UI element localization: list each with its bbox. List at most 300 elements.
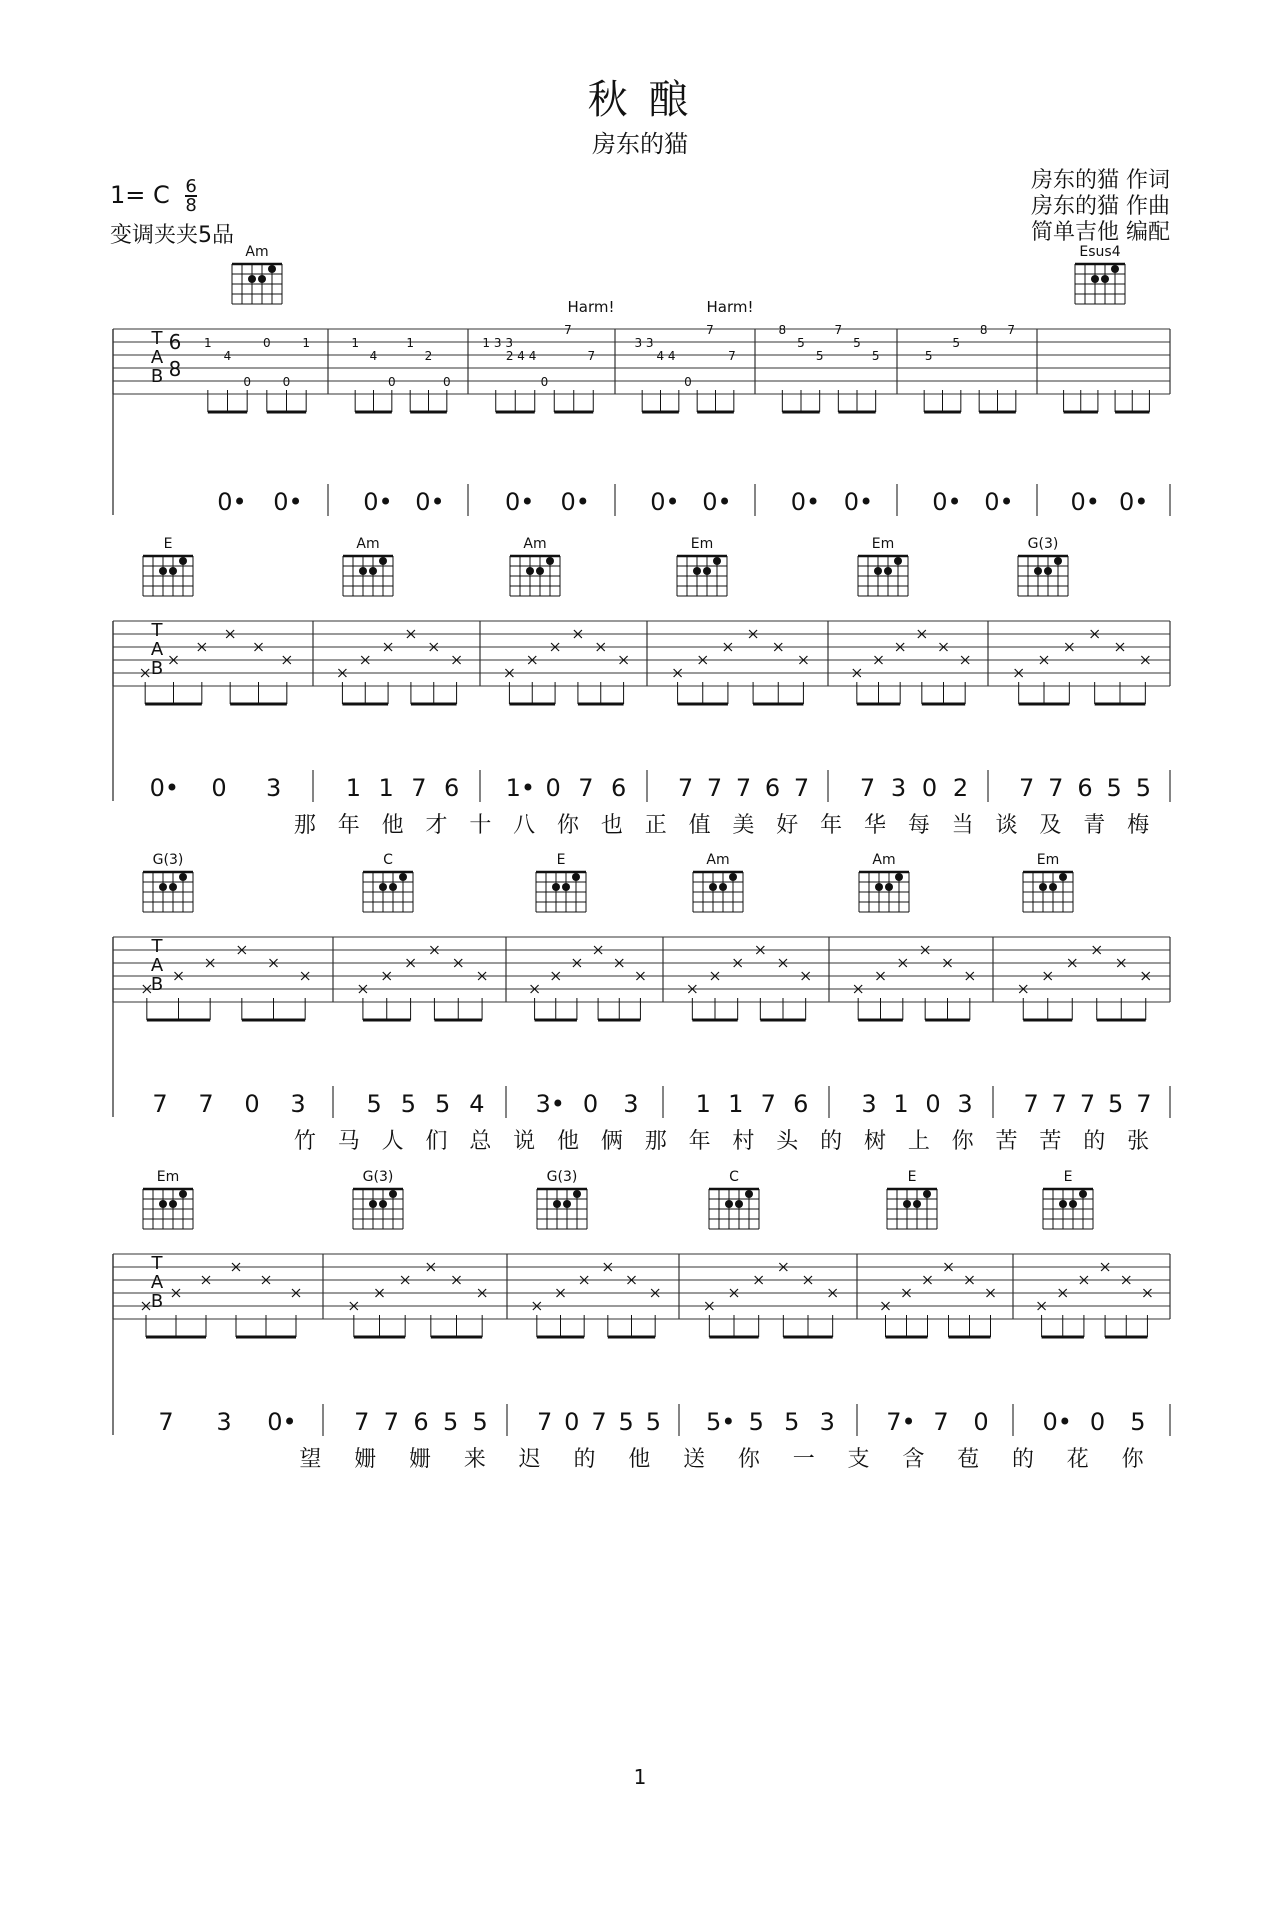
- chord-finger-dot: [913, 1200, 921, 1208]
- numbered-note: 1: [378, 774, 394, 802]
- numbered-note: 7: [1051, 1090, 1067, 1118]
- chord-finger-dot: [572, 873, 580, 881]
- chord-finger-dot: [903, 1200, 911, 1208]
- numbered-note: 7: [411, 774, 427, 802]
- chord-diagram: [1043, 1169, 1093, 1229]
- chord-finger-dot: [1069, 1200, 1077, 1208]
- tab-clef-letter: A: [150, 347, 164, 368]
- chord-diagram: [858, 536, 908, 596]
- numbered-note: 0•: [984, 488, 1014, 516]
- lyric-char: 八: [513, 813, 536, 838]
- chord-finger-dot: [573, 1190, 581, 1198]
- tab-fret-number: 0: [243, 375, 251, 389]
- numbered-note: 5: [645, 1408, 662, 1436]
- chord-name: Am: [706, 852, 730, 868]
- chord-name: Am: [356, 536, 380, 552]
- numbered-note: 7: [591, 1408, 607, 1436]
- lyric-char: 好: [776, 813, 799, 838]
- chord-name: Am: [245, 244, 269, 260]
- numbered-note: 4: [469, 1090, 485, 1118]
- tab-clef-letter: A: [150, 1272, 164, 1293]
- numbered-note: 0: [211, 774, 227, 802]
- numbered-note: 7: [383, 1408, 400, 1436]
- tab-fret-number: 0: [282, 375, 291, 389]
- numbered-note: 1: [695, 1090, 711, 1118]
- chord-finger-dot: [562, 883, 570, 891]
- chord-finger-dot: [703, 567, 711, 575]
- tab-fret-number: 7: [728, 349, 736, 363]
- chord-finger-dot: [379, 557, 387, 565]
- numbered-note: 7: [933, 1408, 949, 1436]
- numbered-note: 7: [735, 774, 752, 802]
- lyric-char: 姗: [354, 1447, 377, 1472]
- numbered-note: 3: [819, 1408, 835, 1436]
- chord-finger-dot: [1034, 567, 1042, 575]
- lyric-char: 当: [951, 813, 974, 838]
- tab-fret-number: 8: [979, 323, 988, 337]
- numbered-note: 6: [443, 774, 460, 802]
- chord-finger-dot: [885, 883, 893, 891]
- numbered-note: 0•: [1042, 1408, 1072, 1436]
- numbered-note: 3: [216, 1408, 232, 1436]
- chord-name: Esus4: [1079, 244, 1121, 260]
- tab-clef-letter: B: [150, 658, 164, 679]
- tab-clef-letter: A: [150, 955, 164, 976]
- tab-fret-number: 2: [424, 349, 433, 363]
- numbered-note: 5: [366, 1090, 382, 1118]
- lyric-char: 苦: [1039, 1129, 1062, 1154]
- chord-finger-dot: [379, 883, 387, 891]
- chord-finger-dot: [1039, 883, 1047, 891]
- numbered-note: 0•: [790, 488, 821, 516]
- chord-diagram: [510, 536, 560, 596]
- tab-fret-number: 4: [223, 349, 232, 363]
- chord-diagram: [536, 852, 586, 912]
- chord-name: G(3): [546, 1169, 578, 1185]
- lyric-char: 张: [1127, 1129, 1150, 1154]
- chord-diagram: [1023, 852, 1073, 912]
- numbered-note: 5: [1108, 1090, 1124, 1118]
- chord-finger-dot: [169, 567, 177, 575]
- numbered-note: 7: [536, 1408, 553, 1436]
- lyric-char: 竹: [293, 1129, 316, 1154]
- chord-name: G(3): [152, 852, 184, 868]
- chord-diagram: [887, 1169, 937, 1229]
- numbered-note: 3•: [535, 1090, 565, 1118]
- lyric-char: 及: [1039, 813, 1062, 838]
- numbered-note: 6: [610, 774, 627, 802]
- chord-name: E: [907, 1169, 917, 1185]
- chord-finger-dot: [389, 883, 397, 891]
- tab-fret-number: 1: [204, 336, 212, 350]
- chord-name: Em: [1036, 852, 1060, 868]
- credit-lyrics: 房东的猫 作词: [1031, 168, 1170, 193]
- numbered-note: 7: [760, 1090, 776, 1118]
- numbered-note: 7: [1136, 1090, 1152, 1118]
- chord-finger-dot: [725, 1200, 733, 1208]
- chord-name: E: [1063, 1169, 1073, 1185]
- chord-diagram: [709, 1169, 759, 1229]
- chord-diagram: [353, 1169, 403, 1229]
- lyric-char: 年: [337, 813, 360, 838]
- numbered-note: 0•: [560, 488, 590, 516]
- lyric-char: 十: [469, 813, 492, 838]
- lyric-char: 村: [732, 1129, 755, 1154]
- lyric-char: 的: [1083, 1129, 1106, 1154]
- numbered-note: 5•: [706, 1408, 736, 1436]
- chord-finger-dot: [1044, 567, 1052, 575]
- chord-finger-dot: [553, 1200, 561, 1208]
- tab-fret-number: 0: [443, 375, 451, 389]
- tab-fret-number: 3 3: [634, 336, 654, 350]
- chord-finger-dot: [546, 557, 554, 565]
- numbered-note: 3: [266, 774, 282, 802]
- lyric-char: 你: [951, 1129, 974, 1154]
- lyric-char: 支: [847, 1447, 870, 1472]
- lyric-char: 树: [863, 1129, 886, 1154]
- lyric-char: 你: [1121, 1447, 1144, 1472]
- numbered-note: 7: [198, 1090, 214, 1118]
- chord-finger-dot: [268, 265, 276, 273]
- lyric-char: 年: [820, 813, 843, 838]
- tab-fret-number: 0: [388, 375, 396, 389]
- tab-fret-number: 1: [351, 336, 359, 350]
- chord-finger-dot: [169, 1200, 177, 1208]
- chord-finger-dot: [159, 883, 167, 891]
- tab-fret-number: 7: [706, 323, 714, 337]
- chord-name: G(3): [362, 1169, 394, 1185]
- chord-finger-dot: [1101, 275, 1109, 283]
- tab-clef-letter: B: [150, 1291, 164, 1312]
- numbered-note: 3: [623, 1090, 639, 1118]
- lyric-char: 人: [381, 1129, 404, 1154]
- lyric-char: 也: [600, 813, 623, 838]
- tab-fret-number: 5: [797, 336, 805, 350]
- chord-name: G(3): [1027, 536, 1059, 552]
- chord-finger-dot: [1091, 275, 1099, 283]
- numbered-note: 7: [793, 774, 810, 802]
- time-sig-denominator: 8: [185, 195, 197, 216]
- chord-finger-dot: [179, 873, 187, 881]
- lyric-char: 送: [683, 1447, 706, 1472]
- lyric-char: 谈: [995, 813, 1018, 838]
- numbered-note: 5: [1130, 1408, 1146, 1436]
- numbered-note: 0: [244, 1090, 260, 1118]
- numbered-note: 3: [861, 1090, 877, 1118]
- numbered-note: 7: [578, 774, 594, 802]
- numbered-note: 7: [1048, 774, 1064, 802]
- lyric-char: 上: [907, 1129, 930, 1154]
- chord-diagram: [677, 536, 727, 596]
- numbered-note: 0•: [650, 488, 680, 516]
- chord-finger-dot: [258, 275, 266, 283]
- numbered-note: 7: [1079, 1090, 1096, 1118]
- lyric-char: 年: [688, 1129, 711, 1154]
- numbered-note: 3: [290, 1090, 306, 1118]
- chord-name: Am: [523, 536, 547, 552]
- numbered-note: 6: [764, 774, 781, 802]
- numbered-note: 0: [921, 774, 938, 802]
- lyric-char: 华: [863, 813, 886, 838]
- chord-finger-dot: [179, 1190, 187, 1198]
- numbered-note: 0•: [267, 1408, 297, 1436]
- chord-finger-dot: [693, 567, 701, 575]
- song-title: 秋 酿: [587, 77, 693, 123]
- lyric-char: 姗: [409, 1447, 432, 1472]
- chord-finger-dot: [713, 557, 721, 565]
- chord-finger-dot: [735, 1200, 743, 1208]
- numbered-note: 7•: [886, 1408, 916, 1436]
- tab-fret-number: 5: [853, 336, 861, 350]
- numbered-note: 0: [1089, 1408, 1106, 1436]
- lyric-char: 们: [425, 1129, 448, 1154]
- numbered-note: 0: [925, 1090, 941, 1118]
- numbered-note: 6: [1077, 774, 1093, 802]
- lyric-char: 一: [792, 1447, 815, 1472]
- numbered-note: 1: [345, 774, 362, 802]
- tab-clef-letter: T: [151, 1253, 163, 1274]
- lyric-char: 的: [1011, 1447, 1034, 1472]
- numbered-note: 7: [1023, 1090, 1039, 1118]
- lyric-char: 花: [1066, 1447, 1089, 1472]
- chord-finger-dot: [709, 883, 717, 891]
- numbered-note: 0: [564, 1408, 580, 1436]
- chord-diagram: [143, 1169, 193, 1229]
- lyric-char: 的: [820, 1129, 843, 1154]
- chord-finger-dot: [359, 567, 367, 575]
- tab-fret-number: 7: [834, 323, 843, 337]
- chord-name: Em: [156, 1169, 180, 1185]
- chord-finger-dot: [248, 275, 256, 283]
- numbered-note: 3: [890, 774, 907, 802]
- numbered-note: 5: [1106, 774, 1122, 802]
- numbered-note: 6: [413, 1408, 429, 1436]
- tab-fret-number: 7: [587, 349, 596, 363]
- tab-fret-number: 4: [369, 349, 378, 363]
- tab-fret-number: 4 4: [656, 349, 676, 363]
- chord-finger-dot: [1059, 873, 1067, 881]
- numbered-note: 0•: [217, 488, 247, 516]
- chord-diagram: [859, 852, 909, 912]
- tab-fret-number: 0: [684, 375, 692, 389]
- lyric-char: 马: [337, 1129, 360, 1154]
- lyric-char: 望: [299, 1447, 322, 1472]
- numbered-note: 0•: [273, 488, 303, 516]
- lyric-char: 总: [469, 1129, 492, 1154]
- lyric-char: 的: [573, 1447, 596, 1472]
- tab-fret-number: 2 4 4: [505, 349, 537, 363]
- tab-clef-letter: B: [150, 974, 164, 995]
- chord-finger-dot: [729, 873, 737, 881]
- harmonic-label: Harm!: [706, 298, 754, 316]
- lyric-char: 值: [688, 813, 711, 838]
- lyric-char: 那: [644, 1129, 667, 1154]
- chord-finger-dot: [389, 1190, 397, 1198]
- chord-finger-dot: [169, 883, 177, 891]
- lyric-char: 梅: [1127, 813, 1150, 838]
- chord-finger-dot: [895, 873, 903, 881]
- numbered-note: 5: [1135, 774, 1152, 802]
- lyric-char: 美: [732, 813, 755, 838]
- numbered-note: 1: [893, 1090, 909, 1118]
- tab-fret-number: 5: [815, 349, 824, 363]
- chord-name: Am: [872, 852, 896, 868]
- numbered-note: 1•: [505, 774, 536, 802]
- numbered-note: 5: [472, 1408, 488, 1436]
- lyric-char: 他: [628, 1447, 651, 1472]
- chord-finger-dot: [369, 1200, 377, 1208]
- numbered-note: 5: [442, 1408, 459, 1436]
- chord-finger-dot: [536, 567, 544, 575]
- chord-diagram: [1018, 536, 1068, 596]
- chord-finger-dot: [874, 567, 882, 575]
- numbered-note: 0•: [843, 488, 874, 516]
- song-artist: 房东的猫: [592, 130, 688, 158]
- lyric-char: 才: [425, 813, 448, 838]
- chord-name: E: [556, 852, 566, 868]
- numbered-note: 5: [400, 1090, 417, 1118]
- credit-arranger: 简单吉他 编配: [1031, 220, 1170, 245]
- tab-clef-letter: T: [151, 328, 163, 349]
- key-label: 1= C: [110, 181, 170, 209]
- tab-fret-number: 5: [924, 349, 933, 363]
- numbered-note: 0•: [149, 774, 180, 802]
- tab-clef-letter: B: [150, 366, 164, 387]
- harmonic-label: Harm!: [567, 298, 615, 316]
- chord-finger-dot: [884, 567, 892, 575]
- lyric-char: 他: [557, 1129, 580, 1154]
- tab-fret-number: 1: [406, 336, 414, 350]
- chord-finger-dot: [1049, 883, 1057, 891]
- lyric-char: 迟: [518, 1447, 541, 1472]
- chord-diagram: [143, 852, 193, 912]
- numbered-note: 7: [1018, 774, 1035, 802]
- chord-diagram: [693, 852, 743, 912]
- page-number: 1: [633, 1765, 647, 1789]
- tab-fret-number: 1 3 3: [482, 336, 513, 350]
- chord-diagram: [363, 852, 413, 912]
- chord-name: Em: [871, 536, 895, 552]
- chord-diagram: [537, 1169, 587, 1229]
- chord-finger-dot: [719, 883, 727, 891]
- chord-finger-dot: [923, 1190, 931, 1198]
- tab-fret-number: 0: [540, 375, 549, 389]
- tab-fret-number: 0: [263, 336, 271, 350]
- time-sig-numerator: 6: [185, 176, 197, 197]
- numbered-note: 1: [728, 1090, 744, 1118]
- numbered-note: 0•: [505, 488, 535, 516]
- lyric-char: 正: [644, 813, 667, 838]
- chord-name: C: [383, 852, 393, 868]
- numbered-note: 0•: [932, 488, 962, 516]
- chord-name: Em: [690, 536, 714, 552]
- tab-time-sig-num: 6: [168, 330, 182, 354]
- chord-finger-dot: [399, 873, 407, 881]
- numbered-note: 5: [748, 1408, 764, 1436]
- numbered-note: 0•: [363, 488, 393, 516]
- numbered-note: 5: [784, 1408, 800, 1436]
- lyric-char: 他: [381, 813, 404, 838]
- tab-time-sig-den: 8: [168, 357, 182, 381]
- lyric-char: 含: [902, 1447, 925, 1472]
- chord-finger-dot: [563, 1200, 571, 1208]
- lyric-char: 苦: [995, 1129, 1018, 1154]
- lyric-char: 来: [463, 1447, 486, 1472]
- tab-clef-letter: T: [151, 936, 163, 957]
- tab-clef-letter: A: [150, 639, 164, 660]
- tab-fret-number: 5: [952, 336, 961, 350]
- lyric-char: 俩: [600, 1129, 623, 1154]
- tab-fret-number: 7: [1007, 323, 1016, 337]
- chord-finger-dot: [379, 1200, 387, 1208]
- tab-fret-number: 5: [871, 349, 880, 363]
- numbered-note: 5: [434, 1090, 451, 1118]
- lyric-char: 青: [1083, 813, 1106, 838]
- chord-finger-dot: [1079, 1190, 1087, 1198]
- lyric-char: 你: [557, 813, 580, 838]
- chord-diagram: [232, 244, 282, 304]
- chord-diagram: [343, 536, 393, 596]
- numbered-note: 0•: [1070, 488, 1100, 516]
- numbered-note: 7: [677, 774, 694, 802]
- numbered-note: 7: [706, 774, 723, 802]
- numbered-note: 0•: [1119, 488, 1149, 516]
- chord-finger-dot: [1054, 557, 1062, 565]
- tab-clef-letter: T: [151, 620, 163, 641]
- lyric-char: 那: [293, 813, 316, 838]
- lyric-char: 苞: [957, 1447, 980, 1472]
- numbered-note: 7: [354, 1408, 370, 1436]
- tab-fret-number: 7: [564, 323, 572, 337]
- numbered-note: 0•: [702, 488, 732, 516]
- numbered-note: 7: [158, 1408, 174, 1436]
- chord-name: E: [163, 536, 173, 552]
- numbered-note: 0: [973, 1408, 989, 1436]
- chord-finger-dot: [159, 1200, 167, 1208]
- chord-finger-dot: [875, 883, 883, 891]
- chord-finger-dot: [552, 883, 560, 891]
- chord-finger-dot: [179, 557, 187, 565]
- lyric-char: 每: [907, 813, 930, 838]
- numbered-note: 0: [582, 1090, 599, 1118]
- capo-note: 变调夹夹5品: [110, 223, 234, 248]
- chord-diagram: [143, 536, 193, 596]
- chord-diagram: [1075, 244, 1125, 304]
- credit-music: 房东的猫 作曲: [1031, 194, 1170, 219]
- numbered-note: 3: [957, 1090, 973, 1118]
- numbered-note: 5: [618, 1408, 634, 1436]
- numbered-note: 0: [545, 774, 561, 802]
- lyric-char: 你: [737, 1447, 760, 1472]
- tab-fret-number: 8: [778, 323, 787, 337]
- chord-finger-dot: [159, 567, 167, 575]
- lyric-char: 头: [776, 1129, 799, 1154]
- numbered-note: 6: [793, 1090, 809, 1118]
- chord-finger-dot: [1059, 1200, 1067, 1208]
- chord-finger-dot: [526, 567, 534, 575]
- chord-finger-dot: [745, 1190, 753, 1198]
- chord-finger-dot: [894, 557, 902, 565]
- chord-finger-dot: [1111, 265, 1119, 273]
- tab-fret-number: 1: [302, 336, 310, 350]
- numbered-note: 7: [152, 1090, 168, 1118]
- chord-name: C: [729, 1169, 739, 1185]
- lyric-char: 说: [513, 1129, 536, 1154]
- numbered-note: 2: [952, 774, 969, 802]
- numbered-note: 0•: [415, 488, 445, 516]
- chord-finger-dot: [369, 567, 377, 575]
- numbered-note: 7: [859, 774, 876, 802]
